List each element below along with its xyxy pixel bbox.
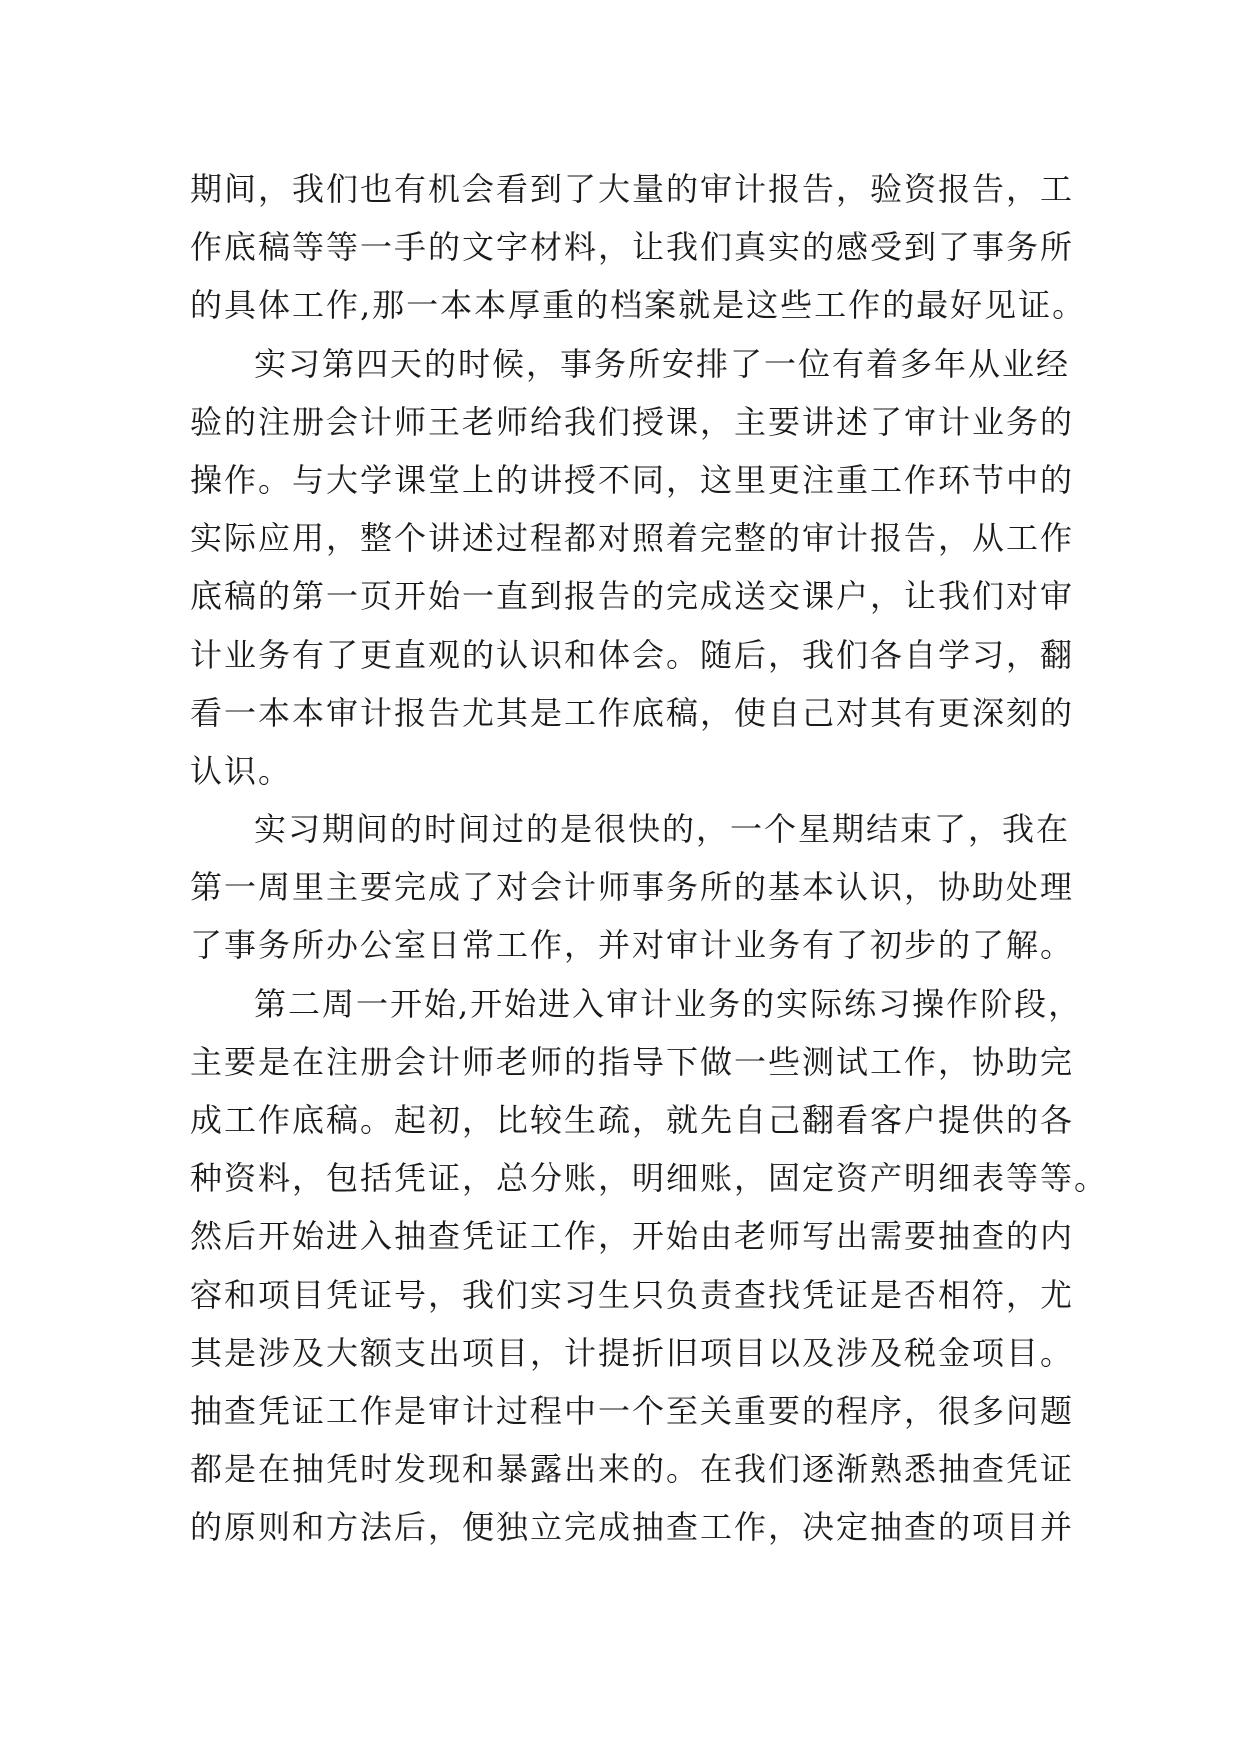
text-line: 都是在抽凭时发现和暴露出来的。在我们逐渐熟悉抽查凭证 — [190, 1450, 1075, 1489]
text-line: 的原则和方法后，便独立完成抽查工作，决定抽查的项目并 — [190, 1508, 1075, 1547]
text-line: 然后开始进入抽查凭证工作，开始由老师写出需要抽查的内 — [190, 1217, 1075, 1256]
text-line: 期间，我们也有机会看到了大量的审计报告，验资报告，工 — [190, 170, 1075, 208]
text-line: 其是涉及大额支出项目，计提折旧项目以及涉及税金项目。 — [190, 1333, 1075, 1372]
text-line: 第一周里主要完成了对会计师事务所的基本认识，协助处理 — [190, 868, 1075, 907]
text-line: 容和项目凭证号，我们实习生只负责查找凭证是否相符，尤 — [190, 1275, 1075, 1314]
paragraph-first-line: 实习期间的时间过的是很快的，一个星期结束了，我在 — [254, 810, 1071, 849]
text-line: 了事务所办公室日常工作，并对审计业务有了初步的了解。 — [190, 926, 1075, 965]
paragraph-first-line: 第二周一开始,开始进入审计业务的实际练习操作阶段， — [254, 984, 1083, 1023]
text-line: 实际应用，整个讲述过程都对照着完整的审计报告，从工作 — [190, 519, 1075, 558]
text-line: 作底稿等等一手的文字材料，让我们真实的感受到了事务所 — [190, 228, 1075, 267]
text-line: 成工作底稿。起初，比较生疏，就先自己翻看客户提供的各 — [190, 1101, 1075, 1139]
text-line: 操作。与大学课堂上的讲授不同，这里更注重工作环节中的 — [190, 460, 1075, 499]
text-line: 抽查凭证工作是审计过程中一个至关重要的程序，很多问题 — [190, 1391, 1075, 1430]
text-line: 种资料，包括凭证，总分账，明细账，固定资产明细表等等。 — [190, 1159, 1109, 1198]
body-text — [190, 160, 1109, 1557]
paragraph-first-line: 实习第四天的时候，事务所安排了一位有着多年从业经 — [254, 344, 1071, 383]
text-line: 看一本本审计报告尤其是工作底稿，使自己对其有更深刻的 — [190, 693, 1075, 732]
text-line: 主要是在注册会计师老师的指导下做一些测试工作，协助完 — [190, 1042, 1075, 1081]
text-line: 认识。 — [190, 751, 293, 790]
text-line: 底稿的第一页开始一直到报告的完成送交课户，让我们对审 — [190, 577, 1075, 616]
text-line: 验的注册会计师王老师给我们授课，主要讲述了审计业务的 — [190, 402, 1075, 441]
text-line: 计业务有了更直观的认识和体会。随后，我们各自学习，翻 — [190, 635, 1075, 674]
text-line: 的具体工作,那一本本厚重的档案就是这些工作的最好见证。 — [190, 286, 1087, 325]
